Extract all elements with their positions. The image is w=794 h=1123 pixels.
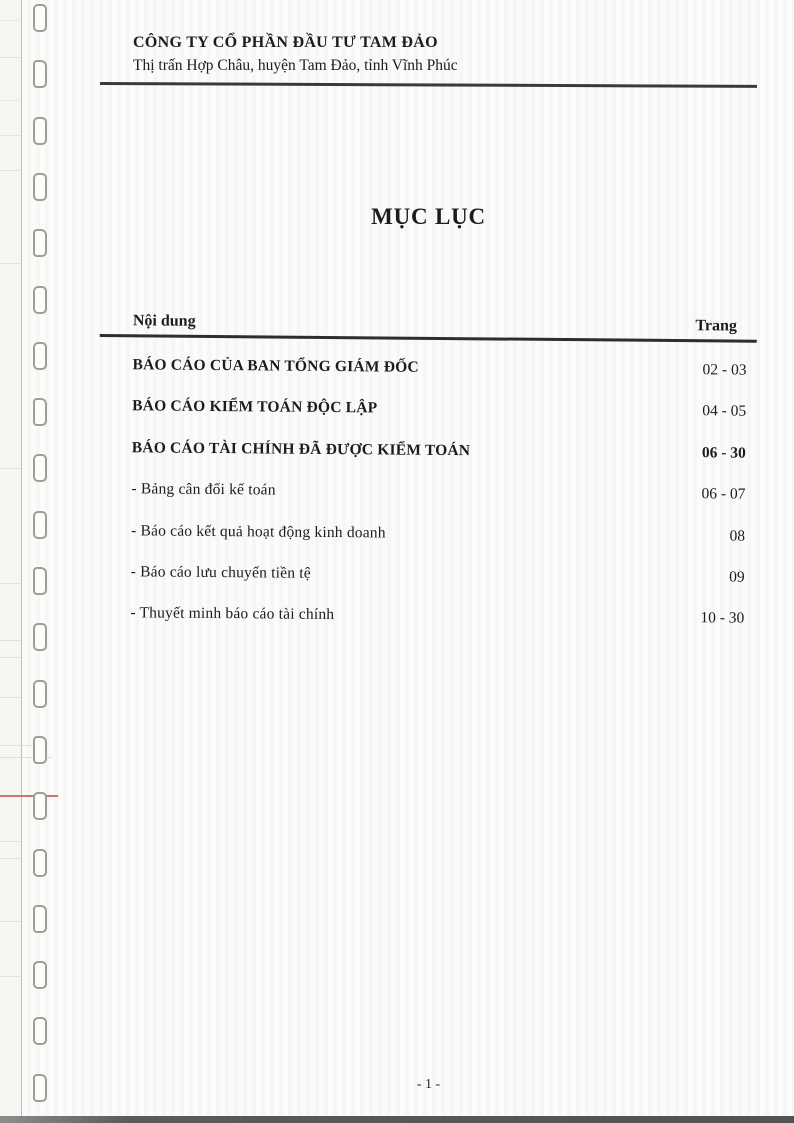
toc-row [99,438,756,485]
toc-header-row [100,311,757,337]
toc-item-label: BÁO CÁO TÀI CHÍNH ĐÃ ĐƯỢC KIỂM TOÁN [131,439,471,460]
toc-row [98,521,755,568]
scanner-edge-shadow [0,1116,794,1123]
toc-item-label: - Thuyết minh báo cáo tài chính [130,604,335,624]
toc-row [99,396,756,443]
page-number: - 1 - [416,1077,441,1092]
toc-row [97,562,754,609]
toc-item-pages: 10 - 30 [700,609,745,627]
toc-item-label: BÁO CÁO KIỂM TOÁN ĐỘC LẬP [132,397,378,417]
toc-item-label: BÁO CÁO CỦA BAN TỔNG GIÁM ĐỐC [132,356,419,376]
toc-column-page: Trang [695,317,737,335]
toc-item-pages: 09 [729,568,745,586]
table-of-contents [97,311,757,650]
toc-row [98,479,755,526]
toc-row [97,603,754,650]
toc-item-label: - Bảng cân đối kế toán [131,480,276,499]
company-name: CÔNG TY CỔ PHẦN ĐẦU TƯ TAM ĐẢO [133,34,438,51]
company-address: Thị trấn Hợp Châu, huyện Tam Đảo, tỉnh Vĩnh Phúc [133,57,458,74]
page-title: MỤC LỤC [371,204,486,229]
toc-row [99,355,756,402]
toc-item-pages: 06 - 07 [701,485,746,503]
toc-item-pages: 02 - 03 [702,361,747,379]
toc-item-pages: 06 - 30 [701,444,746,462]
toc-item-pages: 04 - 05 [702,402,747,421]
header-rule [100,82,757,88]
toc-rows [97,355,757,650]
toc-item-label: - Báo cáo kết quả hoạt động kinh doanh [131,521,386,542]
toc-item-label: - Báo cáo lưu chuyển tiền tệ [130,563,311,582]
toc-column-content: Nội dung [132,312,196,330]
toc-item-pages: 08 [729,527,746,545]
